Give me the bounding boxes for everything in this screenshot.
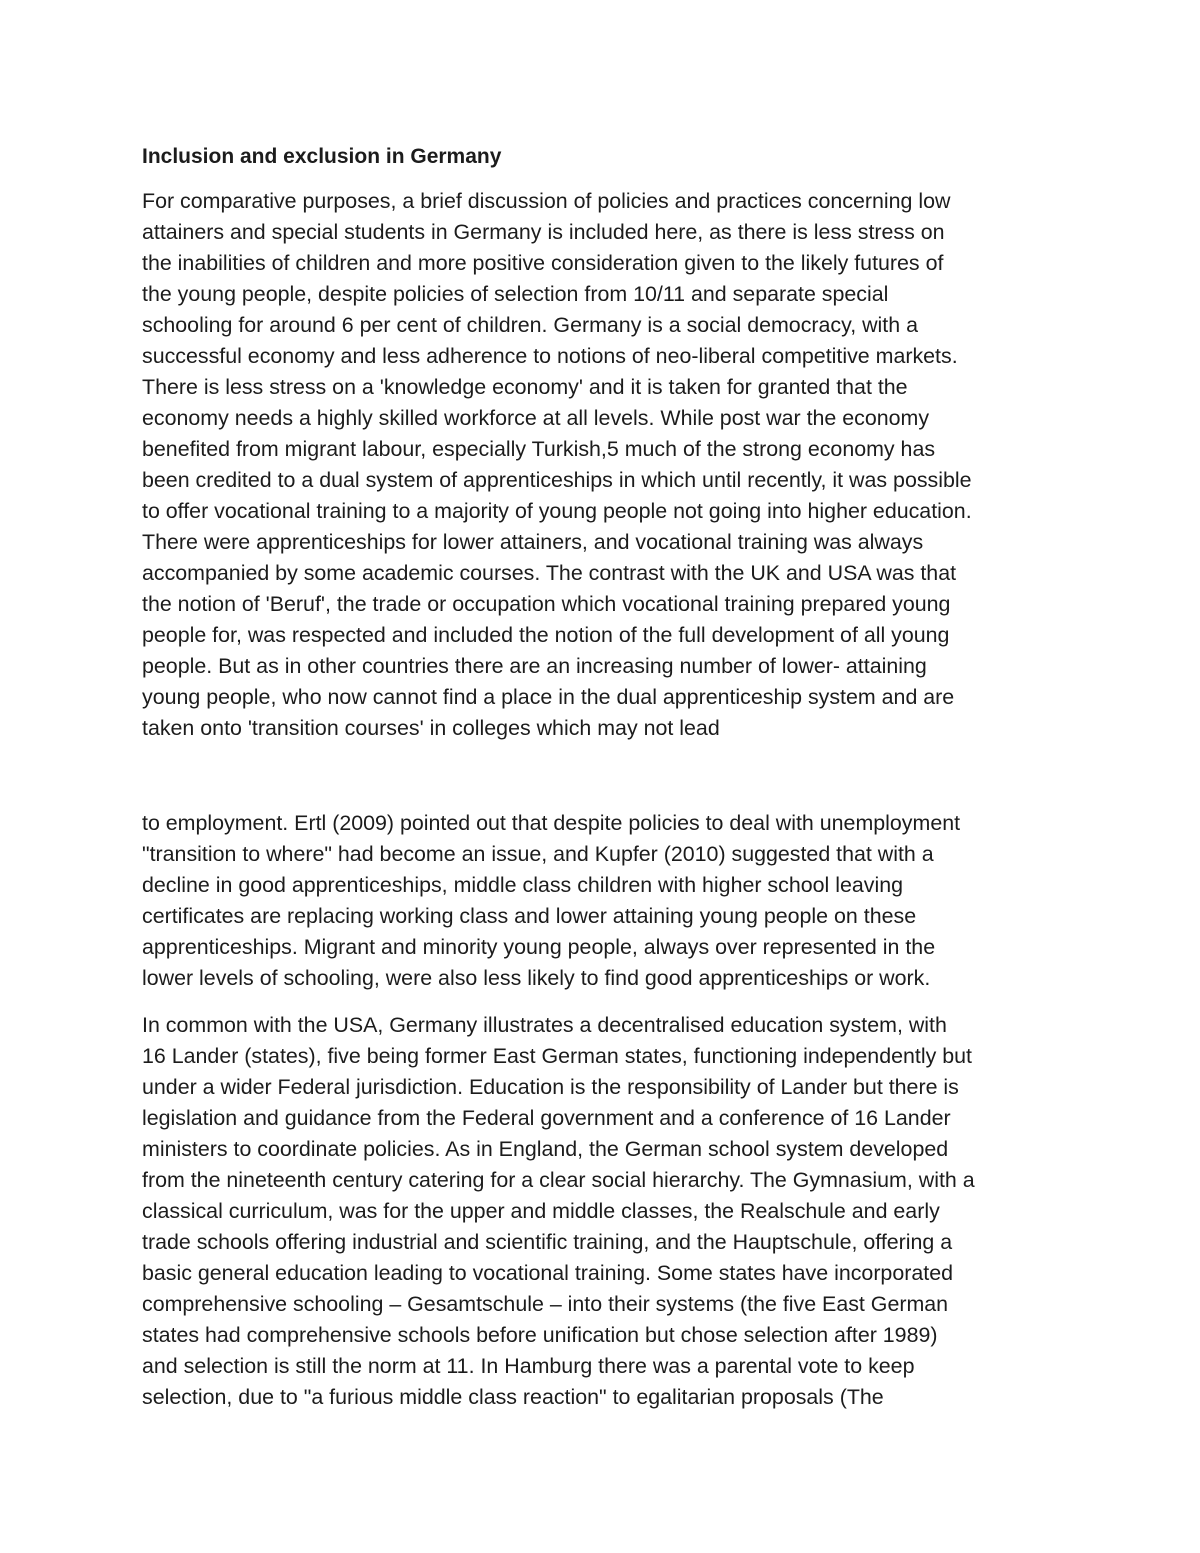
text-line: economy needs a highly skilled workforce at all levels. While post war the economy — [142, 406, 930, 430]
paragraph-3 — [142, 1010, 975, 1413]
text-line: selection, due to "a furious middle class reaction" to egalitarian proposals (The — [142, 1385, 884, 1409]
text-line: legislation and guidance from the Federal government and a conference of 16 Lander — [142, 1106, 951, 1130]
text-line: been credited to a dual system of apprenticeships in which until recently, it was possible — [142, 468, 972, 492]
text-line: from the nineteenth century catering for a clear social hierarchy. The Gymnasium, with a — [142, 1168, 975, 1192]
text-line: ministers to coordinate policies. As in England, the German school system developed — [142, 1137, 949, 1161]
text-line: trade schools offering industrial and scientific training, and the Hauptschule, offering a — [142, 1230, 953, 1254]
text-line: taken onto 'transition courses' in colleges which may not lead — [142, 716, 720, 740]
paragraph-2 — [142, 808, 960, 994]
text-line: apprenticeships. Migrant and minority young people, always over represented in the — [142, 935, 936, 959]
text-line: to employment. Ertl (2009) pointed out that despite policies to deal with unemployment — [142, 811, 961, 835]
text-line: states had comprehensive schools before unification but chose selection after 1989) — [142, 1323, 938, 1347]
text-line: schooling for around 6 per cent of children. Germany is a social democracy, with a — [142, 313, 918, 337]
text-line: accompanied by some academic courses. The contrast with the UK and USA was that — [142, 561, 957, 585]
text-line: "transition to where" had become an issue, and Kupfer (2010) suggested that with a — [142, 842, 934, 866]
text-line: the notion of 'Beruf', the trade or occupation which vocational training prepared young — [142, 592, 951, 616]
text-line: the young people, despite policies of selection from 10/11 and separate special — [142, 282, 889, 306]
text-line: decline in good apprenticeships, middle class children with higher school leaving — [142, 873, 903, 897]
text-line: In common with the USA, Germany illustrates a decentralised education system, with — [142, 1013, 947, 1037]
text-line: benefited from migrant labour, especially Turkish,5 much of the strong economy has — [142, 437, 936, 461]
text-line: successful economy and less adherence to notions of neo-liberal competitive markets. — [142, 344, 958, 368]
text-line: the inabilities of children and more positive consideration given to the likely futures of — [142, 251, 944, 275]
text-line: comprehensive schooling – Gesamtschule – into their systems (the five East German — [142, 1292, 949, 1316]
text-line: lower levels of schooling, were also less likely to find good apprenticeships or work. — [142, 966, 931, 990]
text-line: people. But as in other countries there are an increasing number of lower- attaining — [142, 654, 927, 678]
text-line: basic general education leading to vocational training. Some states have incorporated — [142, 1261, 953, 1285]
text-line: young people, who now cannot find a place in the dual apprenticeship system and are — [142, 685, 955, 709]
text-line: 16 Lander (states), five being former East German states, functioning independently but — [142, 1044, 972, 1068]
text-line: to offer vocational training to a majority of young people not going into higher education. — [142, 499, 972, 523]
text-line: There is less stress on a 'knowledge economy' and it is taken for granted that the — [142, 375, 908, 399]
text-line: and selection is still the norm at 11. In Hamburg there was a parental vote to keep — [142, 1354, 915, 1378]
text-line: certificates are replacing working class and lower attaining young people on these — [142, 904, 917, 928]
text-line: attainers and special students in Germany is included here, as there is less stress on — [142, 220, 945, 244]
text-line: There were apprenticeships for lower attainers, and vocational training was always — [142, 530, 924, 554]
document-heading: Inclusion and exclusion in Germany — [142, 145, 502, 168]
paragraph-1 — [142, 186, 972, 744]
text-line: For comparative purposes, a brief discussion of policies and practices concerning low — [142, 189, 951, 213]
text-line: under a wider Federal jurisdiction. Education is the responsibility of Lander but there is — [142, 1075, 959, 1099]
text-line: classical curriculum, was for the upper and middle classes, the Realschule and early — [142, 1199, 940, 1223]
text-line: people for, was respected and included the notion of the full development of all young — [142, 623, 950, 647]
